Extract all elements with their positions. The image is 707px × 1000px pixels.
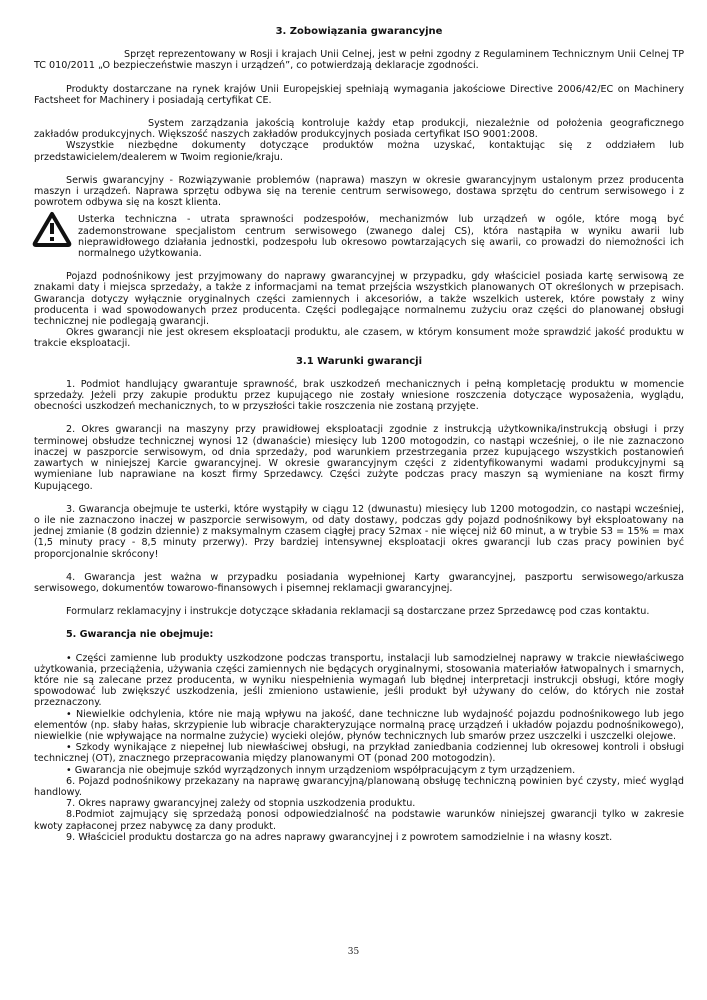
exclusion-bullet-2: • Niewielkie odchylenia, które nie mają wpływu na jakość, dane techniczne lub wydajność pojazdu podnośnikowego lub jego elementów (np. słaby hałas, skrzypienie lub wibracje charakteryzujące normalną pracę urządzeń i układów pojazdu podnośnikowego), niewielkie (nie wpływające na normalne zużycie) wycieki olejów, płynów technicznych lub smarów przez uszczelki i uszczelki olejowe. [34, 708, 684, 742]
exclusion-item-6: 6. Pojazd podnośnikowy przekazany na naprawę gwarancyjną/planowaną obsługę techniczną powinien być czysty, mieć wygląd handlowy. [34, 775, 684, 798]
paragraph-claim-forms: Formularz reklamacyjny i instrukcje dotyczące składania reklamacji są dostarczane przez Sprzedawcę pod czas kontaktu. [66, 606, 650, 618]
warning-block [34, 214, 684, 259]
condition-item-1: 1. Podmiot handlujący gwarantuje sprawność, brak uszkodzeń mechanicznych i pełną kompletację produktu w momencie sprzedaży. Jeżeli przy zakupie produktu przez kupującego nie zostały wniesione roszczenia dotyczące wyposażenia, wyglądu, obecności uszkodzeń mechanicznych, to w przyszłości takie roszczenia nie zostaną przyjęte. [34, 378, 684, 413]
condition-item-2: 2. Okres gwarancji na maszyny przy prawidłowej eksploatacji zgodnie z instrukcją użytkownika/instrukcją obsługi i przy terminowej obsłudze technicznej wynosi 12 (dwanaście) miesięcy lub 1200 motogodzin, co nastąpi wcześniej, o ile nie zaznaczono inaczej w paszporcie serwisowym, od dnia sprzedaży, pod warunkiem przestrzegania przez kupującego wszystkich postanowień zawartych w niniejszej Karcie gwarancyjnej. W okresie gwarancyjnym części z zidentyfikowanymi wadami produkcyjnymi są wymieniane lub naprawiane na koszt firmy Sprzedawcy. Części zużyte podczas pracy maszyn są wymieniane na koszt firmy Kupującego. [34, 424, 684, 492]
exclusion-bullet-4: • Gwarancja nie obejmuje szkód wyrządzonych innym urządzeniom współpracującym z tym urządzeniem. [66, 764, 576, 776]
paragraph-ce-compliance: Produkty dostarczane na rynek krajów Unii Europejskiej spełniają wymagania jakościowe Directive 2006/42/EC on Machinery Factsheet for Machinery i posiadają certyfikat CE. [34, 83, 684, 106]
document-page [34, 26, 684, 843]
exclusion-bullet-1: • Części zamienne lub produkty uszkodzone podczas transportu, instalacji lub samodzielnej naprawy w trakcie niewłaściwego użytkowania, przeciążenia, używania części zamiennych nie będących oryginalnymi, stosowania materiałów łatwopalnych i smarnych, które nie są zalecane przez producenta, w wyniku niespełnienia wymagań lub błędnej interpretacji instrukcji obsługi, które mogły spowodować lub zwiększyć uszkodzenia, jeśli zmieniono ustawienie, jeśli produkt był używany do celów, do których nie został przeznaczony. [34, 652, 684, 709]
exclusion-bullet-3: • Szkody wynikające z niepełnej lub niewłaściwej obsługi, na przykład zaniedbania codziennej lub okresowej kontroli i obsługi technicznej (OT), znacznego przepracowania między planowanymi OT (ponad 200 motogodzin). [34, 742, 684, 765]
warning-triangle-icon [32, 211, 72, 247]
exclusion-item-7: 7. Okres naprawy gwarancyjnej zależy od stopnia uszkodzenia produktu. [66, 798, 416, 810]
section-3-title: 3. Zobowiązania gwarancyjne [275, 26, 443, 37]
paragraph-warranty-service: Serwis gwarancyjny - Rozwiązywanie problemów (naprawa) maszyn w okresie gwarancyjnym ustalonym przez producenta maszyn i urządzeń. Naprawa sprzętu odbywa się na terenie centrum serwisowego, dostawa sprzętu do centrum serwisowego i z powrotem odbywa się na koszt klienta. [34, 174, 684, 209]
paragraph-documents: Wszystkie niezbędne dokumenty dotyczące produktów można uzyskać, kontaktując się z oddziałem lub przedstawicielem/dealerem w Twoim regionie/kraju. [34, 140, 684, 163]
paragraph-quality-system: System zarządzania jakością kontroluje każdy etap produkcji, niezależnie od położenia geograficznego zakładów produkcyjnych. Większość naszych zakładów produkcyjnych posiada certyfikat ISO 9001:2008. [34, 118, 684, 141]
exclusion-item-8: 8.Podmiot zajmujący się sprzedażą ponosi odpowiedzialność na podstawie warunków niniejszej gwarancji tylko w zakresie kwoty zapłaconej przez nabywcę za dany produkt. [34, 809, 684, 832]
section-3-1-title: 3.1 Warunki gwarancji [295, 355, 423, 367]
warning-text: Usterka techniczna - utrata sprawności podzespołów, mechanizmów lub urządzeń w ogóle, które mogą być zademonstrowane specjalistom centrum serwisowego (zwanego dalej CS), która nastąpiła w wyniku awarii lub nieprawidłowego działania jednostki, podzespołu lub okresowo powtarzających się awarii, co prowadzi do niemożności ich normalnego użytkowania. [78, 214, 684, 260]
paragraph-warranty-period: Okres gwarancji nie jest okresem eksploatacji produktu, ale czasem, w którym konsument może sprawdzić jakość produktu w trakcie eksploatacji. [34, 327, 684, 350]
condition-item-4: 4. Gwarancja jest ważna w przypadku posiadania wypełnionej Karty gwarancyjnej, paszportu serwisowego/arkusza serwisowego, dokumentów towarowo-finansowych i pisemnej reklamacji gwarancyjnej. [34, 571, 684, 594]
section-5-title: 5. Gwarancja nie obejmuje: [66, 629, 214, 641]
exclusion-item-9: 9. Właściciel produktu dostarcza go na adres naprawy gwarancyjnej i z powrotem samodzielnie i na własny koszt. [66, 831, 613, 843]
condition-item-3: 3. Gwarancja obejmuje te usterki, które wystąpiły w ciągu 12 (dwunastu) miesięcy lub 1200 motogodzin, co nastąpi wcześniej, o ile nie zaznaczono inaczej w paszporcie serwisowym, od daty dostawy, podczas gdy pojazd podnośnikowy był eksploatowany na jednej zmianie (8 godzin dziennie) z maksymalnym czasem ciągłej pracy S2max - nie więcej niż 60 minut, a w trybie S3 = 15% = max (1,5 minuty pracy - 8,5 minuty przerwy). Przy bardziej intensywnej eksploatacji okres gwarancji lub czas pracy powinien być proporcjonalnie skrócony! [34, 503, 684, 560]
paragraph-eac-compliance: Sprzęt reprezentowany w Rosji i krajach Unii Celnej, jest w pełni zgodny z Regulaminem Technicznym Unii Celnej TP TC 010/2011 „O bezpieczeństwie maszyn i urządzeń”, co potwierdzają deklaracje zgodności. [34, 49, 684, 72]
paragraph-repair-acceptance: Pojazd podnośnikowy jest przyjmowany do naprawy gwarancyjnej w przypadku, gdy właściciel posiada kartę serwisową ze znakami daty i miejsca sprzedaży, a także z informacjami na temat przejścia wszystkich planowanych OT określonych w przepisach. Gwarancja dotyczy wyłącznie oryginalnych części zamiennych i akcesoriów, a także wszelkich usterek, które powstały z winy producenta i wad spowodowanych przez producenta. Części podlegające normalnemu zużyciu oraz części do planowanej obsługi technicznej nie podlegają gwarancji. [34, 271, 684, 328]
page-number: 35 [347, 947, 360, 957]
